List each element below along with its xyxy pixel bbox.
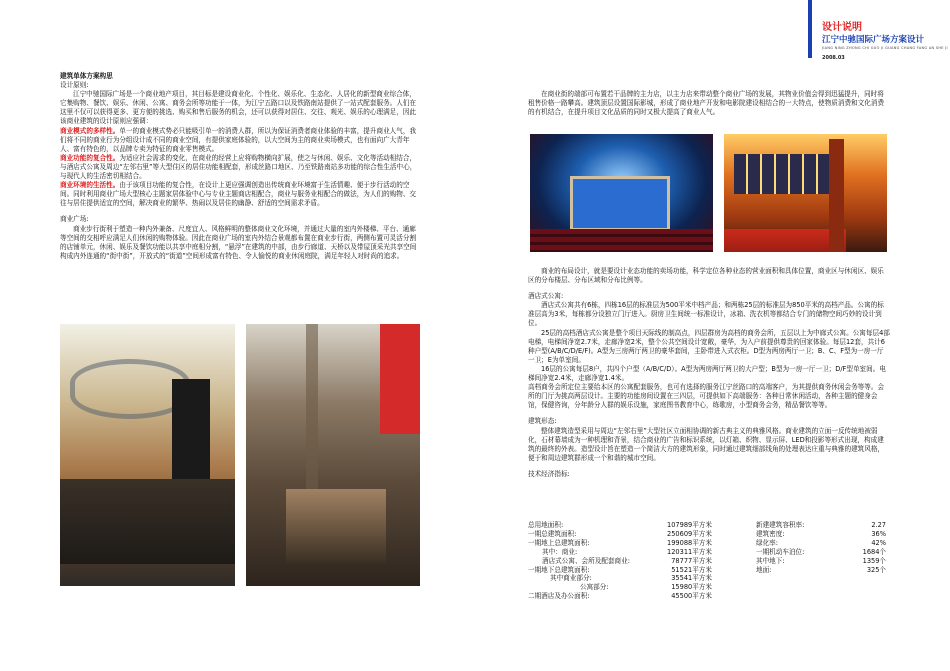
econ-right-row-value: 1684个 [862, 547, 886, 556]
plaza-label: 商业广场: [60, 215, 89, 224]
right-column-top [528, 90, 890, 117]
econ-left-row [528, 521, 712, 530]
econ-right-row-label: 其中地下: [756, 556, 785, 565]
econ-right-row [756, 530, 886, 539]
econ-right-row [756, 521, 886, 530]
econ-left-row-label: 其中：商业: [542, 547, 578, 556]
econ-left-row [528, 574, 712, 583]
econ-right-row-value: 36% [871, 529, 886, 538]
econ-right-row-label: 新建建筑容积率: [756, 521, 805, 529]
intro-paragraph: 江宁中驰国际广场是一个商业地产项目，其目标是建设商业化、个性化、娱乐化、生态化、人居化的新型商业综合体，它集购物、餐饮、娱乐、休闲、公寓、商务会所等功能于一体，为江宁五路口以及铁路南站提供了一站式配套服务。人们在这里不仅可以获得更多、更方便的挑选、购买和售后服务的机会，还可以获得对居住、交往、观光、娱乐的心理满足，因此该商业建筑的设计原则应强调： [60, 90, 417, 126]
layout-paragraph: 商业的布局设计，就是要设计业态功能的卖场功能，科学定位各种业态的营业面积和具体位置，商业区与休闲区、娱乐区的分布楼层、分布区域和分布比例等。 [528, 267, 884, 285]
econ-left-row-label: 其中商业部分: [550, 574, 592, 583]
right-column-bottom [528, 267, 890, 479]
econ-right-row [756, 566, 886, 575]
principle-diversity-title: 商业模式的多样性。 [60, 126, 120, 135]
plaza-paragraph: 商业步行街利于塑造一种内外兼备、尺度宜人、风格鲜明的整体商业文化环境，并通过大量的室内外楼梯、平台、通廊等空间的交相呼应满足人们休闲的购物体验。因此在商业广场的室内外结合景观都布置在商业步行街，两侧布置可灵活分割的店铺单元，休闲、娱乐及餐饮功能以共享中庭相分割，“悬浮”在建筑的中部，由步行廊道、天桥以及带屋顶采光共享空间构成内外连通的“街中街”，开放式的“街道”空间形成富有特色、令人愉悦的商业休闲庭院，满足年轻人对时尚的追求。 [60, 224, 417, 260]
econ-left-row-value: 199088平方米 [667, 538, 712, 547]
cinema-lobby-photo [724, 134, 887, 252]
econ-right-row-value: 2.27 [871, 521, 886, 529]
econ-left-row [528, 530, 712, 539]
style-label: 建筑形态: [528, 417, 557, 426]
hotel-paragraph-1: 酒店式公寓共有6栋，四栋16层的标准层为500平米中档产品；和两栋25层的标准层为850平米的高档产品。公寓的标准层高为3米，每栋都分设独立门厅进入。厨房卫生间统一标准设计，冰箱、洗衣机等都结合专门的储物空间巧妙的设计到位。 [528, 301, 884, 328]
econ-left-row [528, 583, 712, 592]
principle-composite-text: 为适应社会需求的变化，在商业的经营上应将购物横向扩展，使之与休闲、娱乐、文化等活动相结合，与酒店式公寓及周边“左邻右里”等大型住区的居住功能相配套，形成丝路口地区、乃至铁路南站多功能的综合性生活中心，与现代人的生活密切相结合。 [60, 153, 417, 181]
econ-left-row [528, 557, 712, 566]
econ-left-row-label: 一期总建筑面积: [528, 529, 577, 538]
econ-left-row-value: 107989平方米 [667, 521, 712, 529]
econ-right-row-value: 42% [871, 538, 886, 547]
project-name: 江宁中驰国际广场方案设计 [822, 35, 925, 45]
econ-left-row-label: 一期地下总建筑面积: [528, 565, 590, 574]
econ-left-row-value: 51521平方米 [671, 565, 712, 574]
hotel-label: 酒店式公寓: [528, 292, 564, 301]
econ-left-row-value: 35541平方米 [671, 574, 712, 583]
econ-right-row-value: 1359个 [862, 556, 886, 565]
econ-right-row-value: 325个 [866, 565, 886, 574]
section-title: 建筑单体方案构思 [60, 72, 113, 80]
econ-left-row-value: 78777平方米 [671, 556, 712, 565]
econ-right-row [756, 557, 886, 566]
project-pinyin: JIANG NING ZHONG CHI GUO JI GUANG CHANG FANG AN SHE JI [822, 46, 948, 50]
econ-right-row [756, 539, 886, 548]
econ-right-row-label: 一期机动车泊位: [756, 547, 805, 556]
econ-right-row-label: 地面: [756, 565, 772, 574]
left-column [60, 72, 422, 261]
econ-right-row [756, 548, 886, 557]
econ-left-row-label: 一期地上总建筑面积: [528, 538, 590, 547]
econ-left-row [528, 592, 712, 601]
econ-right-row-label: 建筑密度: [756, 529, 785, 538]
anchor-store-paragraph: 在商业街的端部可布置若干品牌的主力店，以主力店来带动整个商业广场的发展，其物业价值会得到迅猛提升，同时将租售价格一路攀高。建筑顶层设置国际影城，形成了商业地产开发和电影院建设相结合的一大特点，使物质消费和文化消费的有机结合，在提升项目文化品质的同时又极大提高了商业人气。 [528, 90, 885, 117]
principle-label: 设计原则: [60, 81, 89, 90]
econ-left-row-label: 总用地面积: [528, 521, 564, 529]
hotel-paragraph-3: 16层的公寓每层8户，共四个户型（A/B/C/D）。A型为两房两厅两卫的大户型；B型为一房一厅一卫；D/F型单室间。电梯间净宽2.4米，走廊净宽1.4米。 [528, 364, 886, 383]
econ-left-row-value: 45500平方米 [671, 592, 712, 601]
econ-left-row-label: 二期酒店及办公面积: [528, 592, 590, 601]
principle-living-text: 由于该项目功能的复合性，在设计上更应强调创造出传统商业环境富于生活情趣、便于步行活动的空间。同时利用商业广场大型核心主题家居体验中心与专业主题商店相配合，商业与服务业相配合的做法，为人们的购物、交往与居住提供适宜的空间，解决商业的繁华、热闹以及居住的幽静、舒适的空间需求矛盾。 [60, 181, 417, 208]
header-title: 设计说明 [822, 22, 862, 33]
header-date: 2008.03 [822, 55, 845, 61]
econ-left-row-value: 120311平方米 [667, 547, 712, 556]
econ-left-row [528, 539, 712, 548]
econ-table-left [528, 521, 712, 601]
page-header [808, 0, 950, 61]
hotel-paragraph-2: 25层的高档酒店式公寓是整个项目天际线的制高点，四层群房为高档的商务会所，五层以上为中廊式公寓。公寓每层4部电梯，电梯间净宽2.7米，走廊净宽2米，整个公共空间设计宽敞，豪华，为入户前提供尊贵的回家体验。每层12套，共计6种户型(A/B/C/D/E/F)。A型为三房两厅两卫的豪华套间，主卧带进入式衣柜。D型为两房两厅一卫；B、C、F型为一房一厅一卫；E为单室间。 [528, 328, 890, 364]
header-accent-bar [808, 0, 812, 58]
mall-atrium-photo [60, 324, 235, 586]
principle-living-title: 商业环境的生活性。 [60, 181, 120, 190]
econ-label: 技术经济指标: [528, 469, 570, 478]
principle-composite-title: 商业功能的复合性。 [60, 153, 120, 162]
econ-table-right [756, 521, 886, 574]
econ-left-row [528, 548, 712, 557]
econ-left-row-value: 250609平方米 [667, 529, 712, 538]
econ-left-row-label: 公寓部分: [580, 583, 609, 592]
mall-street-photo [246, 324, 420, 586]
style-paragraph: 整体建筑造型采用与周边“左邻右里”大型社区立面相协调的新古典主义的典雅风格。商业建筑的立面一反传统地被弱化，石材幕墙成为一种机理和背景，结合商业的广告和标识系统，以灯箱、织物、显示屏、LED和投影等形式出现，构成建筑的最终的外表。造型设计旨在塑造一个简洁大方的建筑形象，同时通过建筑细部线角的处理表达庄重与典雅的建筑风格，便于和周边建筑群形成一个和谐的城市空间。 [528, 426, 885, 462]
cinema-hall-photo [530, 134, 713, 252]
econ-right-row-label: 绿化率: [756, 538, 779, 547]
hotel-paragraph-4: 高档商务会所定位主要给本区的公寓配套服务，也可有选择的服务江宁丝路口的高端客户，为其提供商务休闲会务等等。会所的门厅为挑高两层设计。主要的功能房间设置在三四层，可提供如下高端服务：各种日常休闲活动，各种主题的健身会馆，保健咨询，分年龄分人群的娱乐设施，家庭图书教育中心，练歌房，小型商务会务，精品餐饮等等。 [528, 383, 885, 410]
econ-left-row-label: 酒店式公寓、会所及配套商业: [542, 556, 630, 565]
econ-left-row-value: 15980平方米 [671, 583, 712, 592]
principle-diversity-text: 单一的商业模式势必只能吸引单一的消费人群，所以为保证消费者商业体验的丰富，提升商业人气，我们将不同的商业行为分组设计成不同的商业空间，有提供家庭体验的，以大空间为主的商业卖场模式，也有面向广大青年人、富有特色的，以品牌专卖为特征的商业零售模式。 [60, 126, 417, 153]
